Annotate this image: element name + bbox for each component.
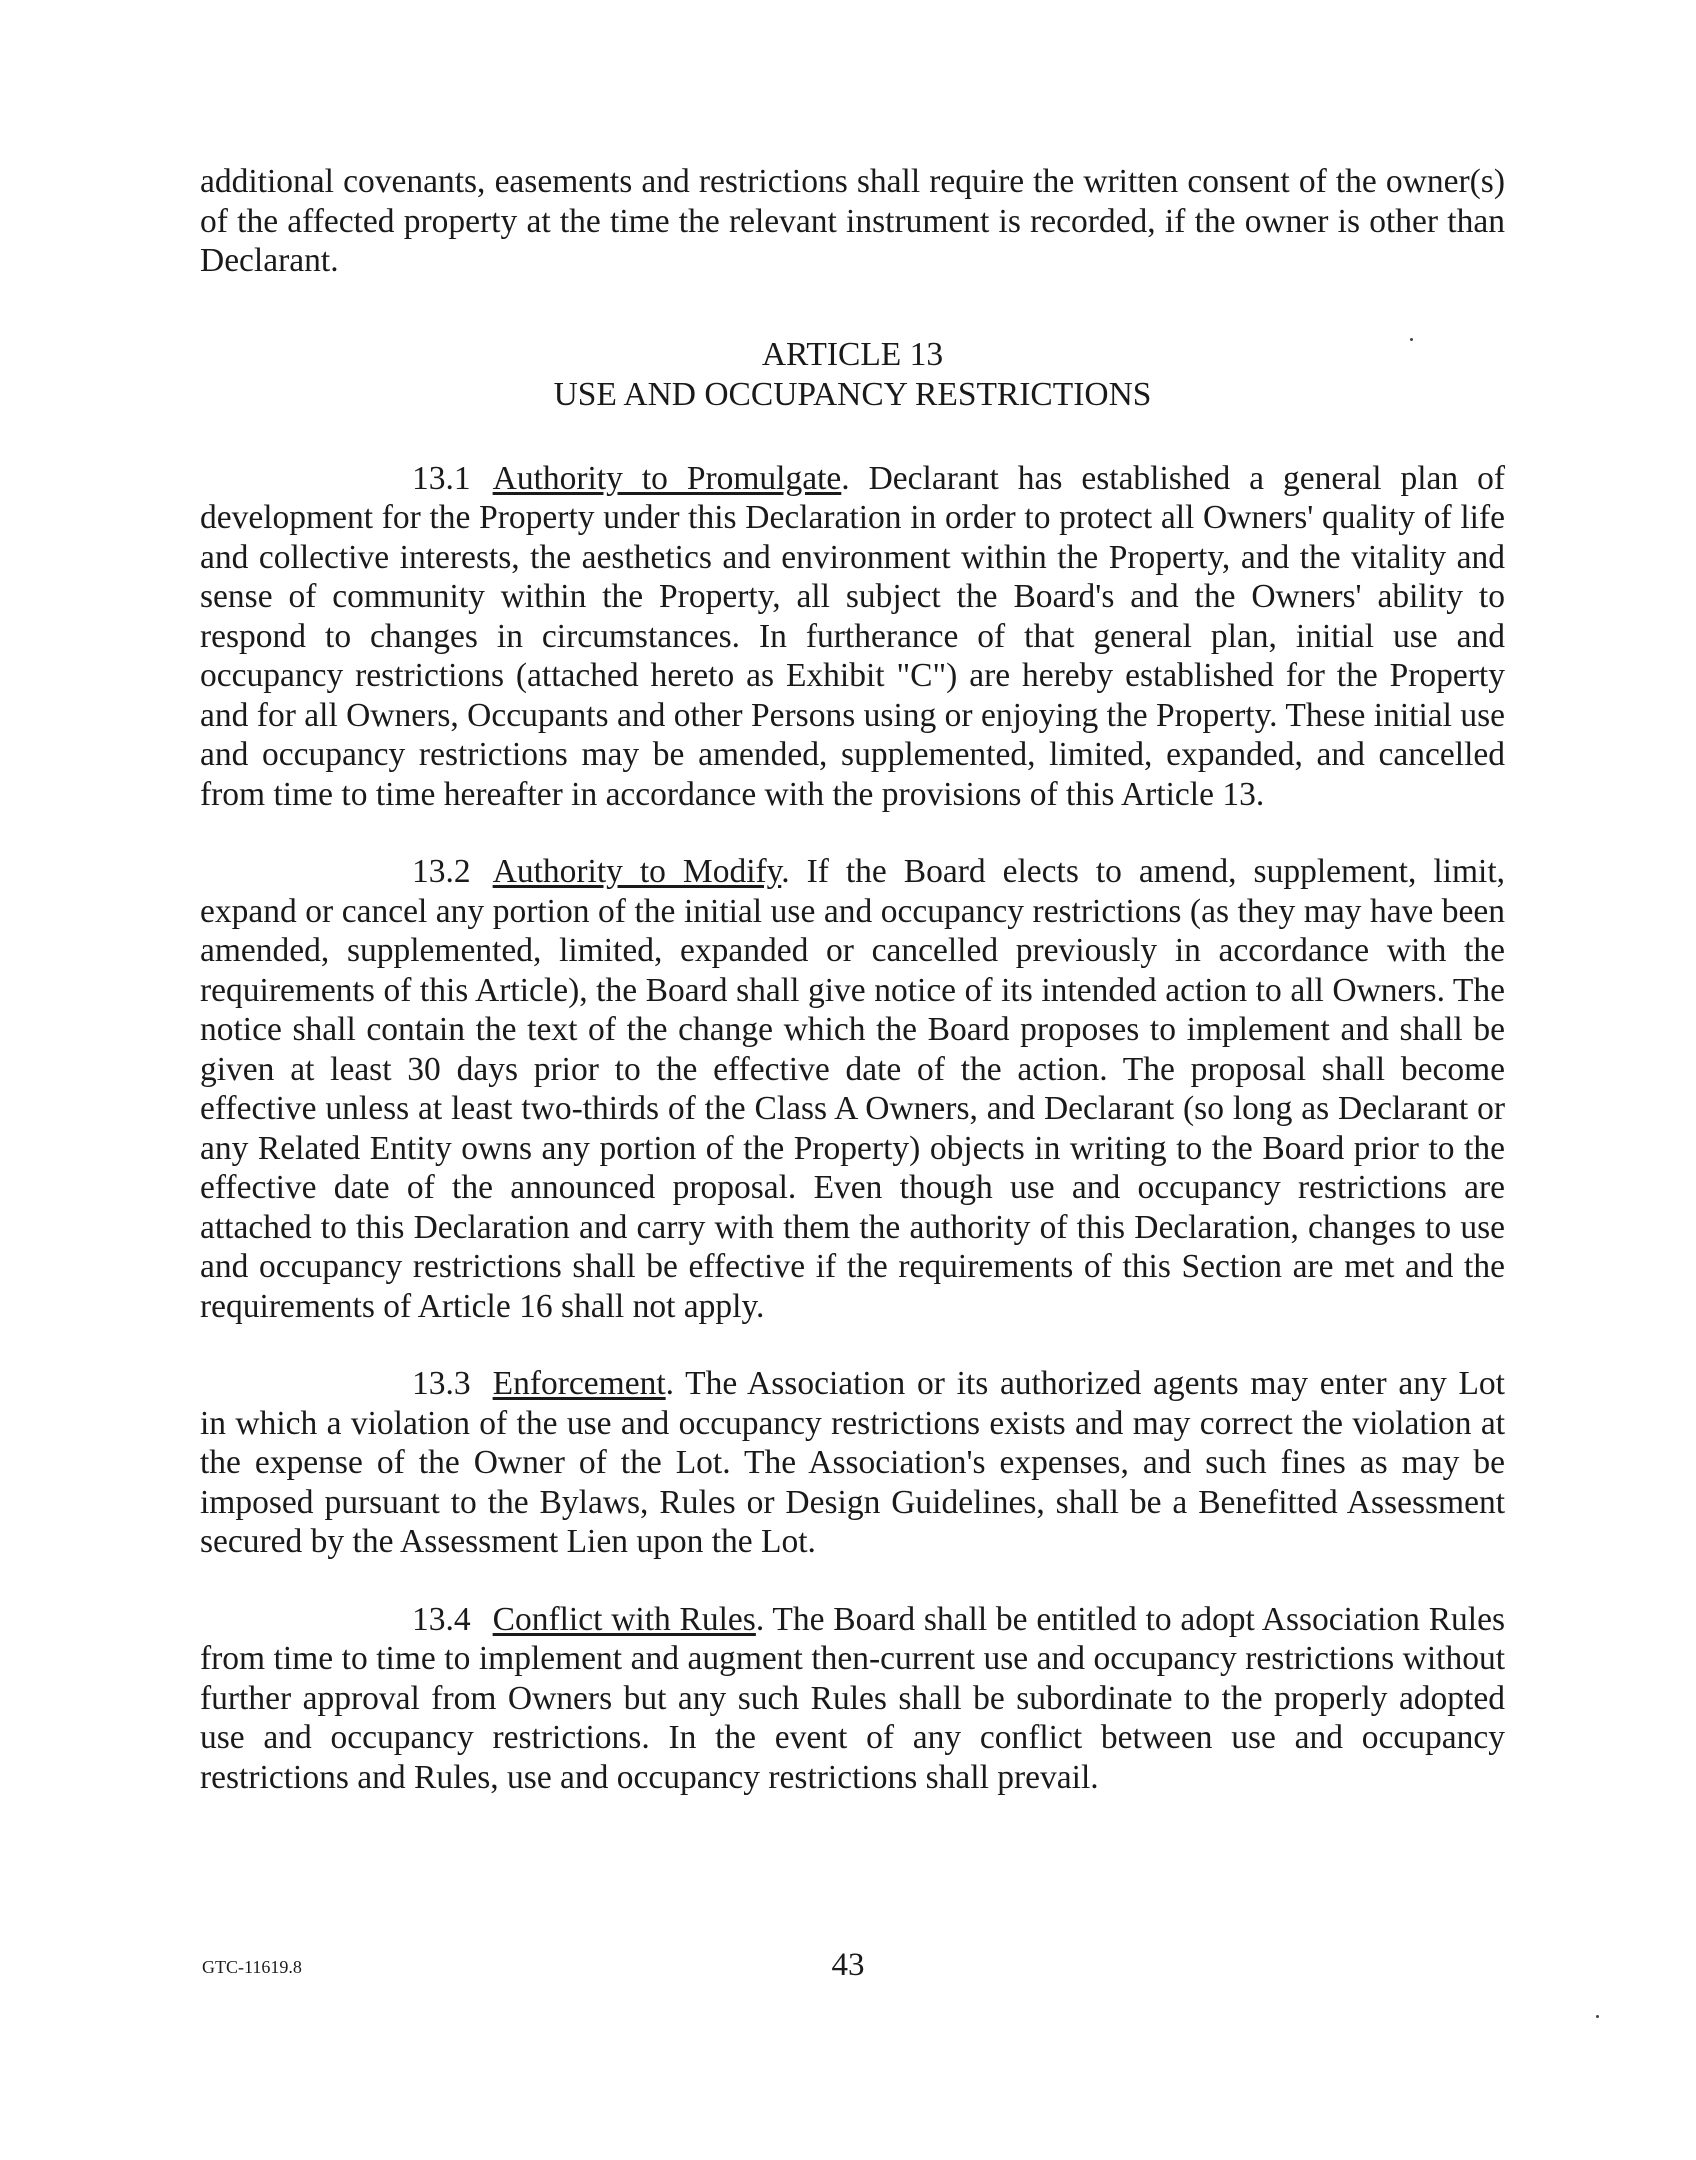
document-page [200,162,1505,1835]
section-13-4 [200,1600,1505,1798]
section-number: 13.4 [412,1600,471,1638]
page-footer [0,1946,1696,1986]
section-13-3 [200,1364,1505,1562]
section-number: 13.3 [412,1365,471,1402]
scan-speck [1410,338,1413,341]
section-title: Authority to Modify [492,853,782,890]
section-13-2 [200,852,1505,1326]
scan-speck [1596,2015,1599,2018]
section-number: 13.1 [412,459,471,497]
article-heading [200,335,1505,415]
section-title: Enforcement [492,1365,666,1402]
article-title: USE AND OCCUPANCY RESTRICTIONS [553,375,1152,413]
section-13-1 [200,459,1505,815]
section-title: Conflict with Rules [492,1600,756,1638]
section-body: . The Association or its authorized agents may enter any Lot in which a violation of the use and occupancy restrictions exists and may correct the violation at the expense of the Owner of the Lot. The Association's expenses, and such fines as may be imposed pursuant to the Bylaws, Rules or Design Guidelines, shall be a Benefitted Assessment secured by the Assessment Lien upon the Lot. [200,1365,1505,1560]
article-number: ARTICLE 13 [761,335,944,373]
section-body: . Declarant has established a general plan of development for the Property under this Declaration in order to protect all Owners' quality of life and collective interests, the aesthetics and environment within the Property, and the vitality and sense of community within the Property, all subject the Board's and the Owners' ability to respond to changes in circumstances. In furtherance of that general plan, initial use and occupancy restrictions (attached hereto as Exhibit "C") are hereby established for the Property and for all Owners, Occupants and other Persons using or enjoying the Property. These initial use and occupancy restrictions may be amended, supplemented, limited, expanded, and cancelled from time to time hereafter in accordance with the provisions of this Article 13. [200,459,1506,813]
section-body: . The Board shall be entitled to adopt Association Rules from time to time to implement and augment then-current use and occupancy restrictions without further approval from Owners but any such Rules shall be subordinate to the properly adopted use and occupancy restrictions. In the event of any conflict between use and occupancy restrictions and Rules, use and occupancy restrictions shall prevail. [200,1600,1506,1796]
section-number: 13.2 [412,853,471,890]
section-title: Authority to Promulgate [492,459,842,497]
document-id: GTC-11619.8 [202,1957,302,1977]
continuation-paragraph: additional covenants, easements and restrictions shall require the written consent of the owner(s) of the affected property at the time the relevant instrument is recorded, if the owner is other than Declarant. [200,163,1505,279]
page-number: 43 [831,1947,865,1983]
section-body: . If the Board elects to amend, supplement, limit, expand or cancel any portion of the initial use and occupancy restrictions (as they may have been amended, supplemented, limited, expanded or cancelled previously in accordance with the requirements of this Article), the Board shall give notice of its intended action to all Owners. The notice shall contain the text of the change which the Board proposes to implement and shall be given at least 30 days prior to the effective date of the action. The proposal shall become effective unless at least two-thirds of the Class A Owners, and Declarant (so long as Declarant or any Related Entity owns any portion of the Property) objects in writing to the Board prior to the effective date of the announced proposal. Even though use and occupancy restrictions are attached to this Declaration and carry with them the authority of this Declaration, changes to use and occupancy restrictions shall be effective if the requirements of this Section are met and the requirements of Article 16 shall not apply. [200,853,1505,1325]
